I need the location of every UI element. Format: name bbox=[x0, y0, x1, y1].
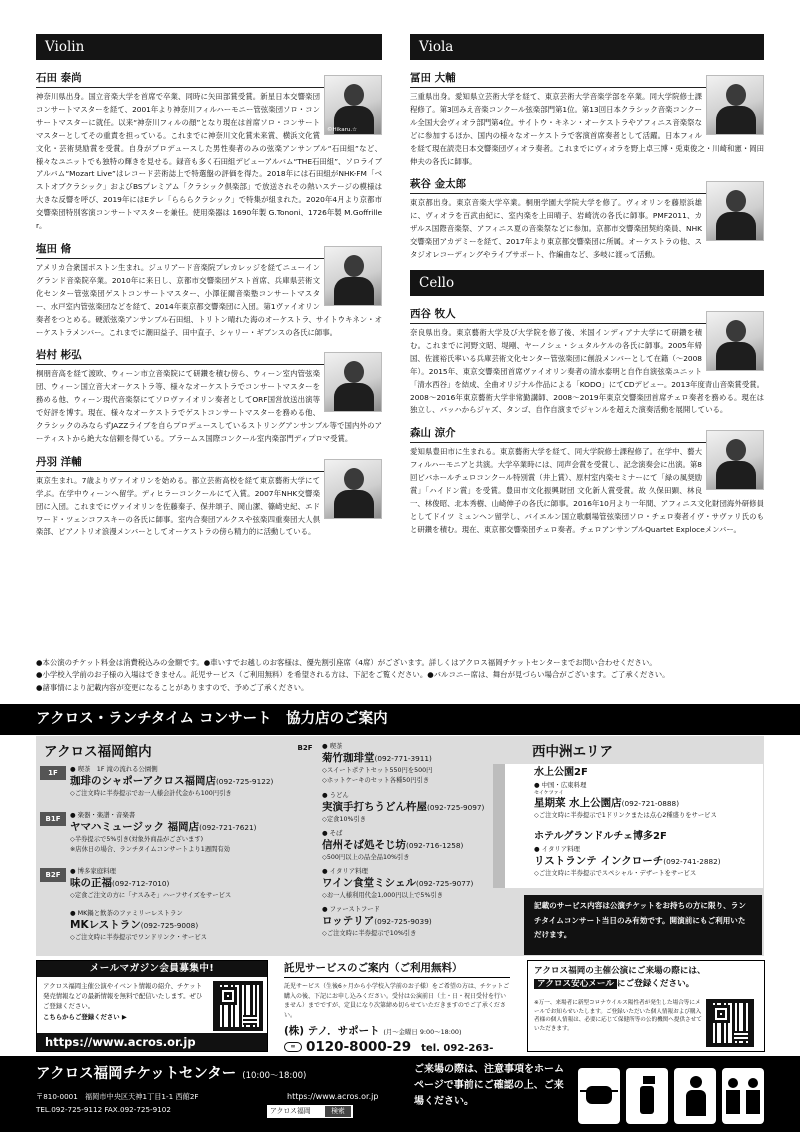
member-bio: 愛知県豊田市に生まれる。東京藝術大学を経て、同大学院修士課程修了。在学中、藝大フィルハーモニアと共演。大学卒業時には、同声会賞を受賞し、記念演奏会に出演。第8回ビバホールチェロコンクール特別賞（井上賞）、原村室内楽セミナーにて「緑の風奨励賞」「ハイドン賞」を受賞。豊田市文化振興財団 文化新人賞受賞。故 久保田顕、林良一、林俊昭、北本秀樹、山崎伸子の各氏に師事。2016年10月より一年間、アフィニス文化財団海外研修員としてドイツ ミュンヘン留学し、バイエルン国立歌劇場管弦楽団ソロ・チェロ奏者イヴ・サヴァリ氏のもと研鑽を積む。現在、東京都交響楽団チェロ奏者。チェロアンサンブルQuartet Exploceメンバー。 bbox=[410, 447, 764, 534]
member-bio: 三重県出身。愛知県立芸術大学を経て、東京芸術大学音楽学部を卒業。同大学院修士課程修了。第3回みえ音楽コンクール弦楽部門第1位。第13回日本クラシック音楽コンクール全国大会ヴィオラ部門第4位。サイトウ・キネン・オーケストラやアフィニス音楽祭などに参加するほか、国内の様々なオーケストラで客演首席奏者として活躍。日本フィルを経て現在読売日本交響楽団ヴィオラ奏者。これまでにヴィオラを野上卓三博・兎東俊之・川崎和憲・岡田伸夫の各氏に師事。 bbox=[410, 92, 764, 166]
shop-name-text: 珈琲のシャポーアクロス福岡店 bbox=[70, 775, 216, 788]
freedial-icon: ∞ bbox=[284, 1042, 302, 1052]
shop-name-text: MKレストラン bbox=[70, 919, 141, 932]
shop-service: ◇お一人様利用代金1,000円以上で5%引き bbox=[322, 892, 444, 900]
childcare-text: 託児サービス（生後6ヶ月から小学校入学前のお子様）をご希望の方は、チケットご購入の後、下記にお申し込みください。受付は公演前日（土・日・祝日受付を行いません）までですが、定員になり次第締め切らせていただきますのでご了承ください。 bbox=[284, 983, 510, 1019]
member-photo bbox=[706, 181, 764, 241]
member-hagiya bbox=[410, 174, 764, 262]
shop-service: ◇半券提示で5%引き(対象外商品がございます) ※店休日の場合、ランチタイムコンサートより1週間有効 bbox=[70, 836, 230, 854]
note-line: ●本公演のチケット料金は消費税込みの金額です。●車いすでお越しのお客様は、優先割引座席（4席）がございます。詳しくはアクロス福岡チケットセンターまでお問い合わせください。 bbox=[36, 658, 657, 667]
shop-name bbox=[322, 800, 492, 815]
cello-section-header: Cello bbox=[410, 270, 764, 296]
shop-service: ◇ご注文時に半券提示で1ドリンクまたは点心2種盛りをサービス bbox=[534, 812, 717, 820]
shop-name bbox=[534, 854, 764, 869]
member-bio: 東京都出身。東京音楽大学卒業。桐朋学園大学院大学を修了。ヴィオリンを藤原浜雄に、ヴィオラを百武由紀に、室内楽を上田晴子、岩崎洸の各氏に師事。PMF2011、カザルス国際音楽祭、アフィニス夏の音楽祭などに参加。京都市交響楽団契約楽員、NHK交響楽団アカデミーを経て、2017年より東京都交響楽団に所属。オーケストラの他、スタジオレコーディングやライブサポート、作編曲など、多岐に渡って活動。 bbox=[410, 198, 702, 260]
shop-category: ● 喫茶 1F 滝の流れる公園側 bbox=[70, 765, 158, 773]
member-name: 石田 泰尚 bbox=[36, 68, 382, 88]
company-name: (株) テノ．サポート bbox=[284, 1025, 380, 1038]
shop-kineya bbox=[322, 790, 492, 825]
tel-number[interactable]: tel. 092-263- bbox=[421, 1043, 494, 1055]
freedial-number[interactable]: 0120-8000-29 bbox=[306, 1039, 412, 1056]
childcare-box bbox=[284, 960, 510, 1056]
shop-sojibo bbox=[322, 828, 492, 863]
mail-magazine-desc: アクロス福岡主催公演やイベント情報の紹介、チケット発売情報などの最新情報を無料で配信いたします。ぜひご登録ください。 bbox=[43, 982, 203, 1011]
shop-tel: (092-771-3911) bbox=[374, 754, 432, 764]
shop-name-text: ワイン食堂ミシェル bbox=[322, 877, 416, 890]
shop-tel: (092-741-2882) bbox=[663, 857, 721, 867]
acros-url-link[interactable]: https://www.acros.or.jp bbox=[37, 1033, 267, 1051]
member-photo bbox=[324, 75, 382, 135]
shop-lotteria bbox=[322, 904, 492, 939]
shop-name bbox=[322, 838, 492, 853]
member-bio: 奈良県出身。東京藝術大学及び大学院を修了後、米国インディアナ大学にて研鑽を積む。これまでに河野文昭、堤剛、ヤーノシュ・シュタルケルの各氏に師事。2005年帰国、佐渡裕氏率いる兵庫芸術文化センター管弦楽団に創設メンバーとして在籍（〜2008年）。2015年、東京交響楽団首席ヴァイオリン奏者の清水泰明と自作自演弦楽ユニット「清水西谷」を結成、全曲オリジナル作品による「KODO」にてCDデビュー。2013年度青山音楽賞受賞。2008〜2016年東京藝術大学非常勤講師、2008〜2019年東京交響楽団首席チェロ奏者を務める。現在は独立し、バッハからジャズ、タンゴ、自作自演までジャンルを超えた演奏活動を展開している。 bbox=[410, 327, 764, 415]
member-name: 岩村 彬弘 bbox=[36, 345, 382, 365]
shop-category: ● 中国・広東料理 bbox=[534, 781, 587, 789]
nishinakasu-box-band bbox=[493, 764, 505, 888]
shop-service: ◇ご注文時に半券提示でスペシャル・デザートをサービス bbox=[534, 870, 697, 878]
mail-magazine-heading: メールマガジン会員募集中! bbox=[37, 961, 267, 977]
hand-sanitizer-icon bbox=[626, 1068, 668, 1124]
mail-qr-code[interactable] bbox=[213, 981, 263, 1031]
violin-column bbox=[36, 34, 382, 545]
safety-mail-box bbox=[527, 960, 765, 1052]
shop-category: ● ファーストフード bbox=[322, 905, 380, 913]
member-photo bbox=[324, 246, 382, 306]
phone-fax-line: TEL.092-725-9112 FAX.092-725-9102 bbox=[36, 1105, 171, 1114]
shop-increcci bbox=[534, 830, 764, 879]
childcare-company bbox=[284, 1023, 510, 1038]
ticket-center-footer bbox=[0, 1056, 800, 1132]
shop-tel: (092-721-0888) bbox=[621, 799, 680, 809]
social-distance-icon bbox=[722, 1068, 764, 1124]
ticket-center-address bbox=[36, 1090, 199, 1116]
shop-name bbox=[322, 751, 492, 766]
note-line: ●小学校入学前のお子様の入場はできません。託児サービス（ご利用無料）を希望される方は、下記をご覧ください。●バルコニー席は、舞台が見づらい場合がございます。ご了承ください。 bbox=[36, 670, 670, 680]
photo-credit: ©Hikaru.☆ bbox=[327, 127, 358, 133]
ticket-center-hours: (10:00〜18:00) bbox=[242, 1071, 307, 1081]
shop-seikesai bbox=[534, 766, 764, 821]
shop-michel bbox=[322, 866, 492, 901]
shop-location: ホテルグランドルチェ博多2F bbox=[534, 831, 667, 842]
shop-category: ● そば bbox=[322, 829, 343, 837]
shop-category: ● 楽器・楽譜・音楽書 bbox=[70, 811, 136, 819]
member-photo bbox=[706, 430, 764, 490]
shop-name-text: リストランテ インクローチ bbox=[534, 855, 664, 868]
mask-icon bbox=[578, 1068, 620, 1124]
shop-category: ● MK鍋と飲茶のファミリーレストラン bbox=[70, 909, 183, 917]
shop-service: ◇500円以上の品全品10%引き bbox=[322, 854, 410, 862]
shop-name bbox=[70, 774, 290, 789]
mail-magazine-box bbox=[36, 960, 268, 1052]
shop-name-text: 信州そば処そじ坊 bbox=[322, 839, 406, 852]
member-name: 森山 涼介 bbox=[410, 423, 764, 443]
member-name: 冨田 大輔 bbox=[410, 68, 764, 88]
temperature-check-icon bbox=[674, 1068, 716, 1124]
shop-name-text: ロッテリア bbox=[322, 915, 375, 928]
ticket-center-title: アクロス福岡チケットセンター bbox=[36, 1066, 237, 1082]
member-shiota bbox=[36, 239, 382, 339]
shop-service: ◇ご注文時に半券提示で10%引き bbox=[322, 930, 417, 938]
member-photo bbox=[706, 311, 764, 371]
shop-tel: (092-725-9077) bbox=[415, 879, 474, 889]
ticket-center-name bbox=[36, 1062, 306, 1083]
shop-service: ◇ご注文時に半券提示でお一人様会計代金から100円引き bbox=[70, 790, 232, 798]
shop-location: 水上公園2F bbox=[534, 767, 588, 778]
safety-mail-heading bbox=[534, 965, 758, 991]
note-line: ●諸事情により記載内容が変更になることがありますので、予めご了承ください。 bbox=[36, 682, 309, 692]
shop-tel: (092-716-1258) bbox=[406, 841, 464, 851]
member-name: 丹羽 洋輔 bbox=[36, 452, 382, 472]
safety-icons bbox=[578, 1068, 768, 1124]
viola-section-header: Viola bbox=[410, 34, 764, 60]
footer-search-input[interactable]: アクロス福岡 bbox=[267, 1105, 353, 1118]
shop-service: ◇スイートポテトセット550円を500円 ◇ホットケーキのセット各種50円引き bbox=[322, 767, 433, 785]
shop-name bbox=[70, 918, 290, 933]
shop-name-text: 実演手打ちうどん杵屋 bbox=[322, 801, 427, 814]
shop-yamaha bbox=[70, 810, 290, 856]
service-validity-note: 記載のサービス内容は公演チケットをお持ちの方に限り、ランチタイムコンサート当日のみ有効です。開演前にもご利用いただけます。 bbox=[524, 895, 762, 955]
shop-name-text: 星期菜 水上公園店 bbox=[534, 797, 622, 810]
shop-service: ◇ご注文時に半券提示でワンドリンク・サービス bbox=[70, 934, 207, 942]
member-name: 西谷 牧人 bbox=[410, 304, 764, 324]
member-photo bbox=[324, 459, 382, 519]
shop-category: ● 喫茶 bbox=[322, 742, 343, 750]
shop-name bbox=[534, 796, 764, 811]
shop-ajinoshofuku bbox=[70, 866, 290, 901]
member-bio: アメリカ合衆国ボストン生まれ。ジュリアード音楽院プレカレッジを経てニューイングランド音楽院卒業。2010年に来日し、京都市交響楽団ゲスト首席、兵庫県芸術文化センター管弦楽団ゲストコンサートマスター、小澤征爾音楽塾コンサートマスター、水戸室内管弦楽団などを経て、2014年東京都交響楽団に入団。第1ヴァイオリン奏者をつとめる。硬派弦楽アンサンブル石田組、トリトン晴れた海のオーケストラ、サイトウキネン・オーケストラメンバー。これまでに潮田益子、田中直子、シャリー・ギブンスの各氏に師事。 bbox=[36, 262, 382, 337]
address-line: 〒810-0001 福岡市中央区天神1丁目1-1 西館2F bbox=[36, 1092, 199, 1101]
floor-label-b2f: B2F bbox=[40, 868, 66, 882]
member-photo bbox=[706, 75, 764, 135]
acros-area-title: アクロス福岡館内 bbox=[44, 744, 152, 760]
shop-tel: (092-721-7621) bbox=[199, 823, 257, 833]
member-ishida bbox=[36, 68, 382, 233]
childcare-title: 託児サービスのご案内（ご利用無料） bbox=[284, 960, 510, 978]
shop-category: ● 博多家庭料理 bbox=[70, 867, 116, 875]
safety-mail-line1: アクロス福岡の主催公演にご来場の際には、 bbox=[534, 966, 706, 976]
safety-mail-qr-code[interactable] bbox=[706, 999, 754, 1047]
viola-cello-column bbox=[410, 34, 764, 543]
shop-tel: (092-725-9008) bbox=[140, 921, 199, 931]
nishinakasu-area-title: 西中洲エリア bbox=[532, 744, 613, 760]
shop-name bbox=[70, 876, 290, 891]
shop-name bbox=[322, 914, 492, 929]
member-nishitani bbox=[410, 304, 764, 417]
member-bio: 神奈川県出身。国立音楽大学を首席で卒業、同時に矢田部賞受賞。新星日本交響楽団コンサートマスターを経て、2001年より神奈川フィルハーモニー管弦楽団ソロ・コンサートマスターに就任。以来“神奈川フィルの顔”となり現在は首席ソロ・コンサートマスターとしてその重責を担っている。これまでに神奈川文化賞未来賞、横浜文化賞文化・芸術奨励賞を受賞。自身がプロデュースした男性奏者のみの弦楽アンサンブル“石田組”など、様々なユニットでも独特の輝きを見せる。録音も多く石田組デビューアルバム“THE石田組”、ソロライブアルバム“Mozart Live”はレコード芸術誌上で特選盤の評価を得た。2018年には石田組がNHK-FM「ベストオブクラシック」およびBSプレミアム「クラシック倶楽部」で放送されその熱いステージの模様は大きな反響を呼び、2019年にはEテレ「らららクラシック」で特集が組まれた。2020年4月より京都市交響楽団特別客演コンサートマスターを兼任。使用楽器は 1690年製 G.Tononi、1726年製 M.Goffriller。 bbox=[36, 92, 382, 231]
member-moriyama bbox=[410, 423, 764, 536]
cooperating-shops-banner: アクロス・ランチタイム コンサート 協力店のご案内 bbox=[0, 704, 800, 735]
footer-web-url[interactable]: https://www.acros.or.jp bbox=[287, 1092, 379, 1101]
safety-mail-line2: にご登録ください。 bbox=[616, 979, 695, 989]
shop-name-ruby: セイケツァイ bbox=[534, 790, 564, 797]
shop-name-text: 味の正福 bbox=[70, 877, 112, 890]
shop-category: ● うどん bbox=[322, 791, 349, 799]
member-niwa bbox=[36, 452, 382, 540]
shop-category: ● イタリア料理 bbox=[534, 845, 580, 853]
shop-name-text: 菊竹珈琲堂 bbox=[322, 752, 375, 765]
member-name: 萩谷 金太郎 bbox=[410, 174, 764, 194]
shop-tel: (092-725-9097) bbox=[427, 803, 485, 813]
member-bio: 桐朋音高を経て渡欧、ウィーン市立音楽院にて研鑽を積む傍ら、ウィーン室内管弦楽団、ウィーン国立音大オーケストラ等、様々なオーケストラでコンサートマスターを務める他、ウィーン現代音楽祭にてソロヴァイオリン奏者としてORF国営放送出演等で好評を博す。現在、様々なオーケストラでゲストコンサートマスターを務める他、クラシックのみならずJAZZライブを自らプロデュースしているストリングアンサンブル等で国内外のアーティストから絶大な信頼を得ている。ブラームス国際コンクール室内楽部門ディプロマ受賞。 bbox=[36, 369, 382, 443]
floor-label-b1f: B1F bbox=[40, 812, 66, 826]
member-photo bbox=[324, 352, 382, 412]
violin-section-header: Violin bbox=[36, 34, 382, 60]
member-bio: 東京生まれ。7歳よりヴァイオリンを始める。都立芸術高校を経て東京藝術大学にて学ぶ。在学中ウィーンへ留学。ディヒラーコンクールにて入賞。2007年NHK交響楽団に入団。これまでにヴァイオリンを佐藤秦子、保井頌子、岡山潔、篠崎史紀、エドワード・ツェンコフスキーの各氏に師事。室内合奏団アルクスや弦楽四重奏団大人倶楽部、ピアノトリオ浪漫メンバーとしてオーケストラの傍ら精力的に活動している。 bbox=[36, 475, 320, 537]
mail-magazine-cta: こちらからご登録ください ▶ bbox=[43, 1012, 127, 1021]
shop-service: ◇定食ご注文の方に「ナスみそ」ハーフサイズをサービス bbox=[70, 892, 232, 900]
footer-search-button[interactable]: 検索 bbox=[325, 1106, 351, 1117]
safety-mail-text: ※万一、来場者に新型コロナウイルス陽性者が発生した場合等にメールでお知らせいたします。ご登録いただいた個人情報および購入者様の個人情報は、必要に応じて保健所等の公的機関へ提供させていただきます。 bbox=[534, 1000, 702, 1033]
floor-label-1f: 1F bbox=[40, 766, 66, 780]
member-name: 塩田 脩 bbox=[36, 239, 382, 259]
shop-name bbox=[70, 820, 290, 835]
ticket-notes bbox=[36, 657, 766, 694]
shop-service: ◇定食10%引き bbox=[322, 816, 367, 824]
shop-name bbox=[322, 876, 492, 891]
shop-mk-restaurant bbox=[70, 908, 290, 943]
member-tomita bbox=[410, 68, 764, 168]
mail-magazine-text bbox=[43, 981, 203, 1022]
shop-tel: (092-712-7010) bbox=[112, 879, 170, 889]
visit-notice: ご来場の際は、注意事項をホームページで事前にご確認の上、ご来場ください。 bbox=[414, 1064, 564, 1107]
shop-tel: (092-725-9122) bbox=[215, 777, 274, 787]
shop-kikutake bbox=[322, 741, 492, 787]
shop-tel: (092-725-9039) bbox=[374, 917, 432, 927]
shop-chapeau bbox=[70, 764, 290, 799]
safety-mail-name: アクロス安心メール bbox=[534, 979, 617, 989]
company-hours: (月〜金曜日 9:00〜18:00) bbox=[383, 1028, 462, 1037]
floor-label-b2f-col: B2F bbox=[297, 744, 313, 752]
member-iwamura bbox=[36, 345, 382, 445]
shop-name-text: ヤマハミュージック 福岡店 bbox=[70, 821, 200, 834]
shop-category: ● イタリア料理 bbox=[322, 867, 368, 875]
